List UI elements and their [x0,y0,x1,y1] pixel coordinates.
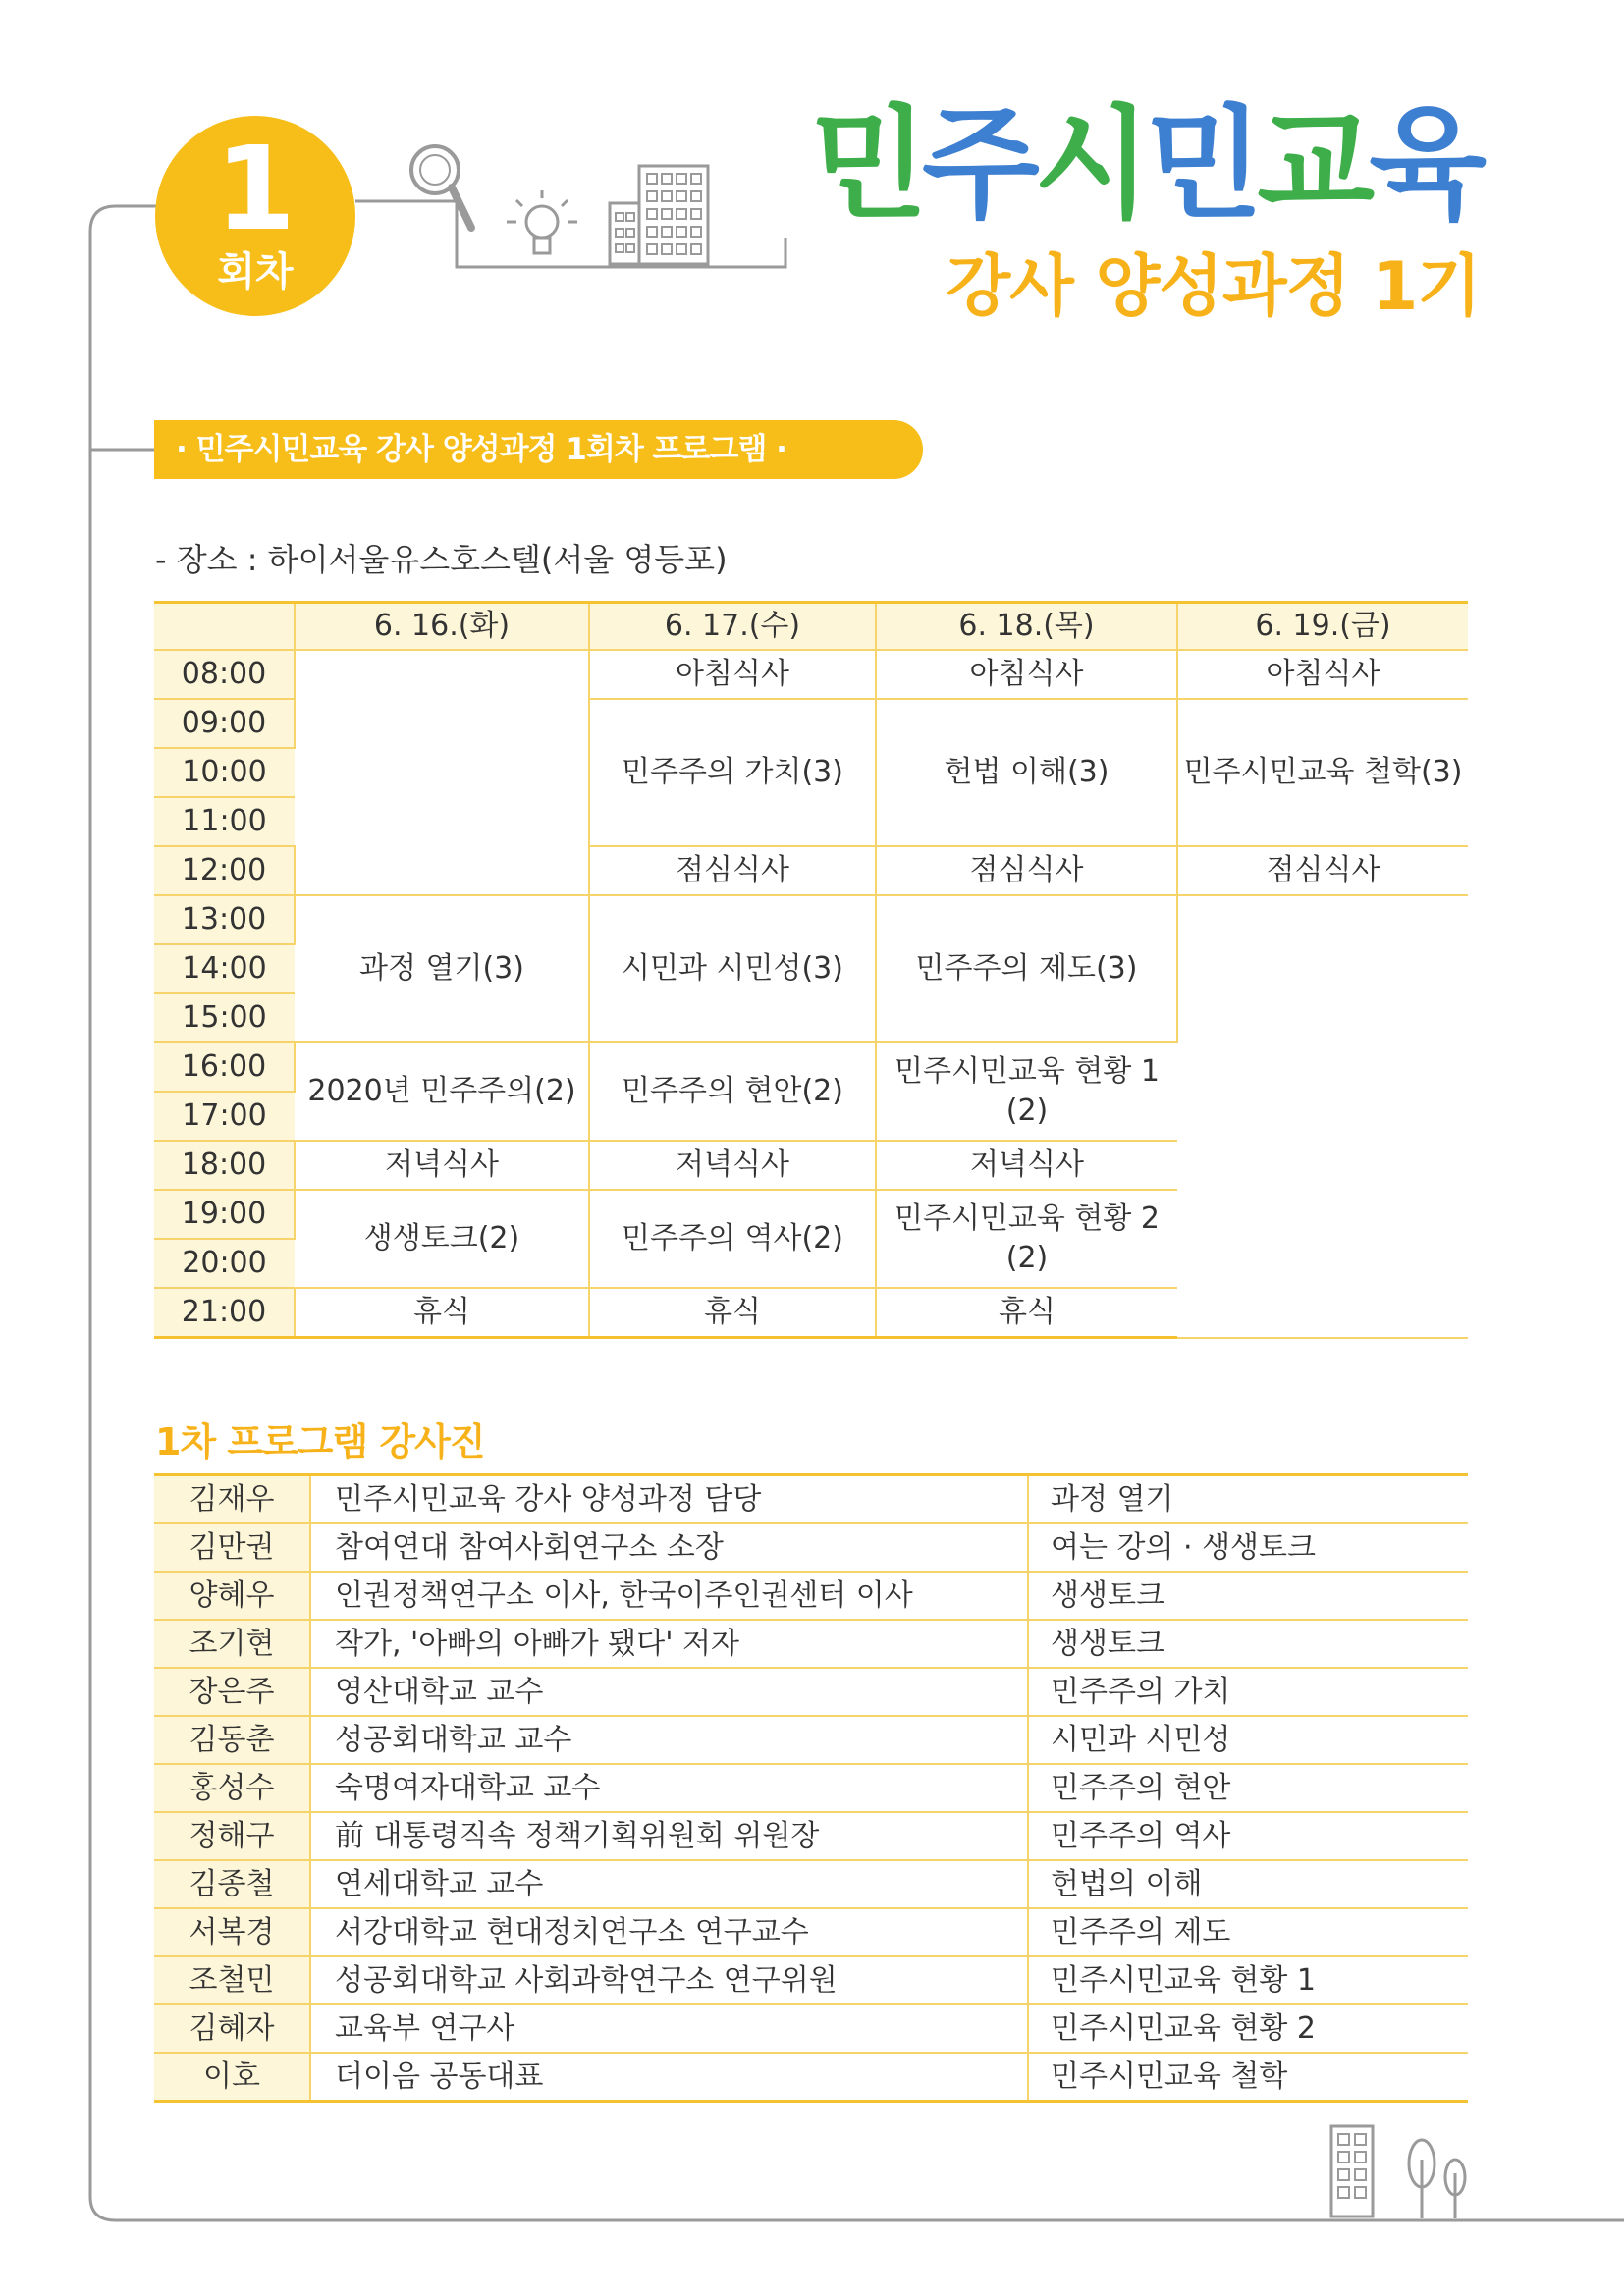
lecturer-row [154,1764,1468,1812]
title-char: 시 [1033,94,1146,236]
lecturer-name: 김종철 [154,1860,310,1908]
lecturer-topic: 민주주의 역사 [1028,1812,1468,1860]
schedule-cell [876,1190,1177,1288]
lightbulb-icon [503,187,581,270]
schedule-cell: 아침식사 [589,650,876,699]
lecturer-row [154,1812,1468,1860]
schedule-row [154,895,1468,944]
session-label: 회차 [217,249,294,294]
title-char: 민 [810,94,923,236]
lecturer-topic: 민주시민교육 현황 2 [1028,2004,1468,2053]
header-day: 6. 16.(화) [295,603,589,651]
title-char: 육 [1369,94,1481,236]
time-cell: 14:00 [154,944,295,993]
schedule-row [154,650,1468,699]
time-cell: 10:00 [154,748,295,797]
cell-line: (2) [1005,1094,1049,1128]
lecturer-row [154,1572,1468,1620]
session-number: 1 [214,121,297,256]
time-cell: 11:00 [154,797,295,846]
time-cell: 13:00 [154,895,295,944]
schedule-cell: 시민과 시민성(3) [589,895,876,1042]
schedule-table [154,601,1468,1339]
lecturer-topic: 민주주의 제도 [1028,1908,1468,1956]
lecturer-name: 이호 [154,2053,310,2102]
lecturers-table [154,1473,1468,2103]
lecturer-topic: 민주시민교육 철학 [1028,2053,1468,2102]
schedule-cell: 휴식 [876,1288,1177,1338]
header-blank [154,603,295,651]
schedule-cell: 저녁식사 [876,1141,1177,1190]
lecturer-topic: 민주주의 가치 [1028,1668,1468,1716]
lecturer-affiliation: 前 대통령직속 정책기획위원회 위원장 [310,1812,1028,1860]
lecturer-topic: 민주주의 현안 [1028,1764,1468,1812]
lecturer-row [154,1908,1468,1956]
lecturer-affiliation: 인권정책연구소 이사, 한국이주인권센터 이사 [310,1572,1028,1620]
building-icon [607,162,715,270]
lecturer-affiliation: 연세대학교 교수 [310,1860,1028,1908]
lecturer-name: 양혜우 [154,1572,310,1620]
lecturer-affiliation: 작가, '아빠의 아빠가 됐다' 저자 [310,1620,1028,1668]
time-cell: 21:00 [154,1288,295,1338]
lecturer-name: 정해구 [154,1812,310,1860]
title-char: 주 [922,94,1034,236]
time-cell: 18:00 [154,1141,295,1190]
schedule-cell: 점심식사 [589,846,876,895]
schedule-cell: 민주시민교육 철학(3) [1177,699,1468,846]
lecturer-name: 조철민 [154,1956,310,2004]
time-cell: 17:00 [154,1092,295,1141]
magnifier-icon [403,137,481,236]
lecturer-topic: 여는 강의 · 생생토크 [1028,1523,1468,1572]
time-cell: 12:00 [154,846,295,895]
lecturer-affiliation: 참여연대 참여사회연구소 소장 [310,1523,1028,1572]
cell-line: (2) [1005,1241,1049,1275]
schedule-cell: 점심식사 [876,846,1177,895]
lecturer-name: 김혜자 [154,2004,310,2053]
schedule-cell: 민주주의 역사(2) [589,1190,876,1288]
lecturer-name: 서복경 [154,1908,310,1956]
schedule-cell [876,1042,1177,1141]
time-cell: 08:00 [154,650,295,699]
lecturer-affiliation: 서강대학교 현대정치연구소 연구교수 [310,1908,1028,1956]
lecturer-affiliation: 교육부 연구사 [310,2004,1028,2053]
time-cell: 19:00 [154,1190,295,1239]
lecturer-row [154,1860,1468,1908]
schedule-cell: 2020년 민주주의(2) [295,1042,589,1141]
empty-cell [1177,895,1468,1338]
lecturer-row [154,1668,1468,1716]
main-title [734,96,1481,234]
title-char: 교 [1257,94,1370,236]
cell-line: 민주시민교육 현황 1 [894,1054,1160,1089]
time-cell: 16:00 [154,1042,295,1092]
schedule-cell: 휴식 [295,1288,589,1338]
title-char: 민 [1145,94,1258,236]
lecturer-name: 조기현 [154,1620,310,1668]
lecturer-row [154,1716,1468,1764]
schedule-cell: 헌법 이해(3) [876,699,1177,846]
schedule-cell: 과정 열기(3) [295,895,589,1042]
lecturer-affiliation: 성공회대학교 교수 [310,1716,1028,1764]
lecturer-topic: 시민과 시민성 [1028,1716,1468,1764]
schedule-cell: 점심식사 [1177,846,1468,895]
header-day: 6. 17.(수) [589,603,876,651]
schedule-cell: 저녁식사 [295,1141,589,1190]
lecturer-row [154,1475,1468,1524]
section-banner: · 민주시민교육 강사 양성과정 1회차 프로그램 · [154,420,923,479]
lecturer-name: 김동춘 [154,1716,310,1764]
lecturer-row [154,1956,1468,2004]
schedule-cell: 저녁식사 [589,1141,876,1190]
lecturer-row [154,2004,1468,2053]
lecturer-row [154,1620,1468,1668]
schedule-cell: 아침식사 [876,650,1177,699]
time-cell: 09:00 [154,699,295,748]
schedule-cell: 민주주의 현안(2) [589,1042,876,1141]
lecturer-topic: 생생토크 [1028,1572,1468,1620]
lecturer-name: 홍성수 [154,1764,310,1812]
schedule-cell: 민주주의 가치(3) [589,699,876,846]
header-day: 6. 18.(목) [876,603,1177,651]
sub-title: 강사 양성과정 1기 [946,248,1481,326]
schedule-header-row [154,603,1468,651]
lecturer-topic: 헌법의 이해 [1028,1860,1468,1908]
header-day: 6. 19.(금) [1177,603,1468,651]
cell-line: 민주시민교육 현황 2 [894,1201,1160,1236]
place-text: - 장소 : 하이서울유스호스텔(서울 영등포) [155,541,728,578]
lecturer-row [154,2053,1468,2102]
schedule-cell: 아침식사 [1177,650,1468,699]
building-trees-icon [1327,2122,1475,2220]
lecturer-name: 김만권 [154,1523,310,1572]
schedule-cell: 휴식 [589,1288,876,1338]
lecturer-name: 김재우 [154,1475,310,1524]
lecturer-row [154,1523,1468,1572]
lecturer-affiliation: 성공회대학교 사회과학연구소 연구위원 [310,1956,1028,2004]
lecturers-title: 1차 프로그램 강사진 [155,1420,485,1464]
time-cell: 20:00 [154,1239,295,1288]
lecturer-topic: 과정 열기 [1028,1475,1468,1524]
lecturer-name: 장은주 [154,1668,310,1716]
lecturer-affiliation: 영산대학교 교수 [310,1668,1028,1716]
schedule-cell: 민주주의 제도(3) [876,895,1177,1042]
lecturer-topic: 생생토크 [1028,1620,1468,1668]
time-cell: 15:00 [154,993,295,1042]
lecturer-affiliation: 더이음 공동대표 [310,2053,1028,2102]
empty-cell [295,650,589,895]
schedule-cell: 생생토크(2) [295,1190,589,1288]
lecturer-affiliation: 민주시민교육 강사 양성과정 담당 [310,1475,1028,1524]
session-badge [155,116,355,316]
lecturer-topic: 민주시민교육 현황 1 [1028,1956,1468,2004]
lecturer-affiliation: 숙명여자대학교 교수 [310,1764,1028,1812]
